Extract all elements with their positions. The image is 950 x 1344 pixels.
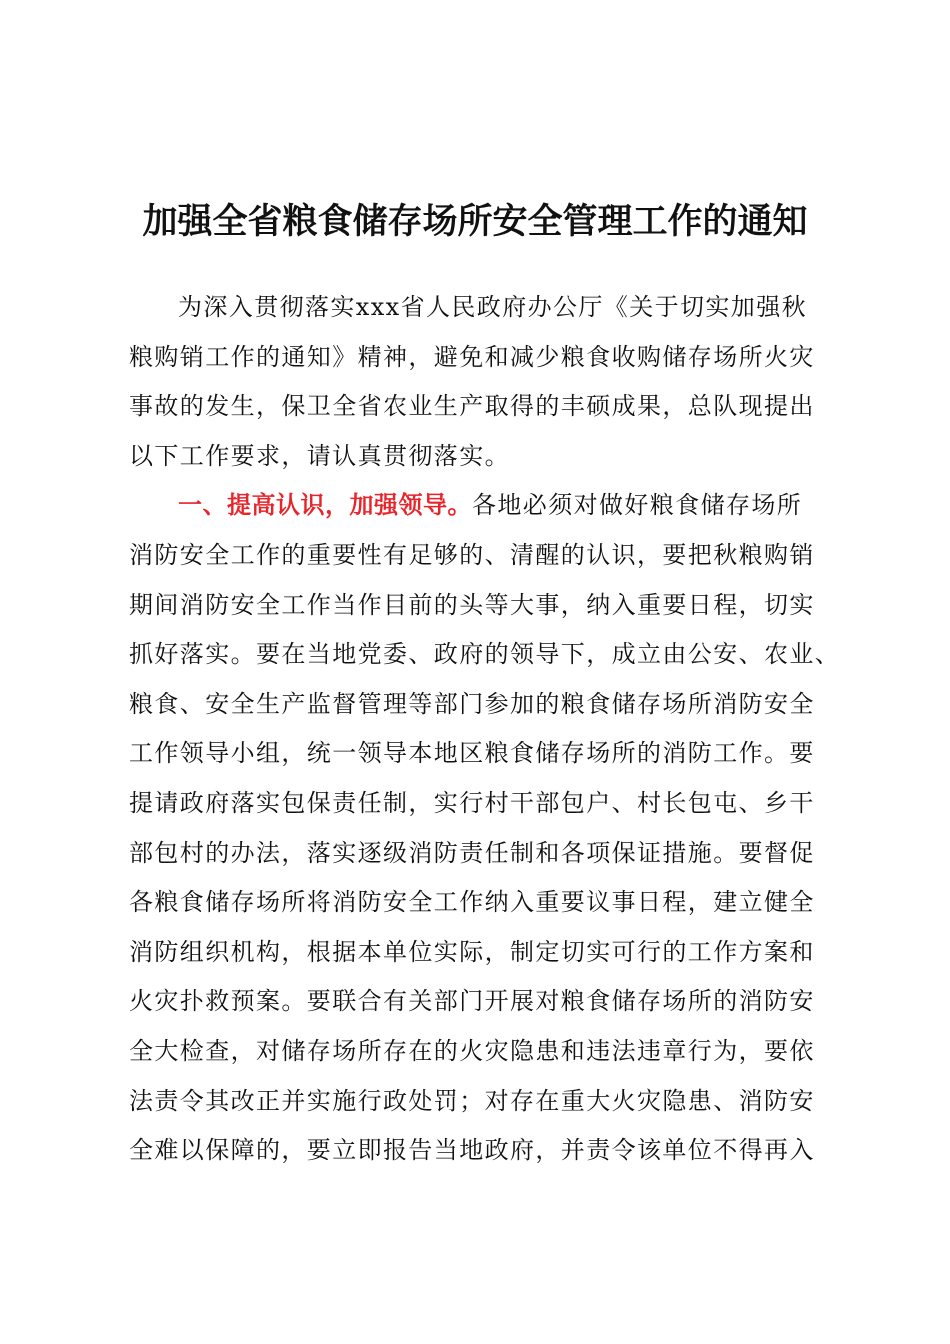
section1-line: 工作领导小组，统一领导本地区粮食储存场所的消防工作。要 <box>129 739 815 768</box>
intro-line: 为深入贯彻落实xxx省人民政府办公厅《关于切实加强秋 <box>178 293 808 321</box>
section1-heading: 一、提高认识，加强领导。 <box>178 491 472 520</box>
section1-line: 各粮食储存场所将消防安全工作纳入重要议事日程，建立健全 <box>129 888 815 917</box>
section1-line: 部包村的办法，落实逐级消防责任制和各项保证措施。要督促 <box>129 838 815 867</box>
intro-line: 粮购销工作的通知》精神，避免和减少粮食收购储存场所火灾 <box>129 342 815 371</box>
section1-line: 全难以保障的，要立即报告当地政府，并责令该单位不得再入 <box>129 1136 815 1165</box>
section1-line: 消防安全工作的重要性有足够的、清醒的认识，要把秋粮购销 <box>129 540 815 569</box>
section1-line: 粮食、安全生产监督管理等部门参加的粮食储存场所消防安全 <box>129 689 815 718</box>
document-title: 加强全省粮食储存场所安全管理工作的通知 <box>142 202 808 242</box>
section1-line: 期间消防安全工作当作目前的头等大事，纳入重要日程，切实 <box>129 590 815 619</box>
section1-line: 提请政府落实包保责任制，实行村干部包户、村长包屯、乡干 <box>129 788 815 817</box>
intro-line: 事故的发生，保卫全省农业生产取得的丰硕成果，总队现提出 <box>129 392 815 421</box>
section1-line: 消防组织机构，根据本单位实际，制定切实可行的工作方案和 <box>129 937 815 966</box>
section1-line: 抓好落实。要在当地党委、政府的领导下，成立由公安、农业、 <box>129 640 841 669</box>
section1-first-line <box>129 481 833 531</box>
document-body <box>129 283 841 1176</box>
intro-line: 以下工作要求，请认真贯彻落实。 <box>129 441 510 470</box>
section1-line: 法责令其改正并实施行政处罚；对存在重大火灾隐患、消防安 <box>129 1086 815 1115</box>
section1-line: 火灾扑救预案。要联合有关部门开展对粮食储存场所的消防安 <box>129 987 815 1016</box>
section1-line: 全大检查，对储存场所存在的火灾隐患和违法违章行为，要依 <box>129 1036 815 1065</box>
section1-first-line-text: 各地必须对做好粮食储存场所 <box>472 491 803 520</box>
